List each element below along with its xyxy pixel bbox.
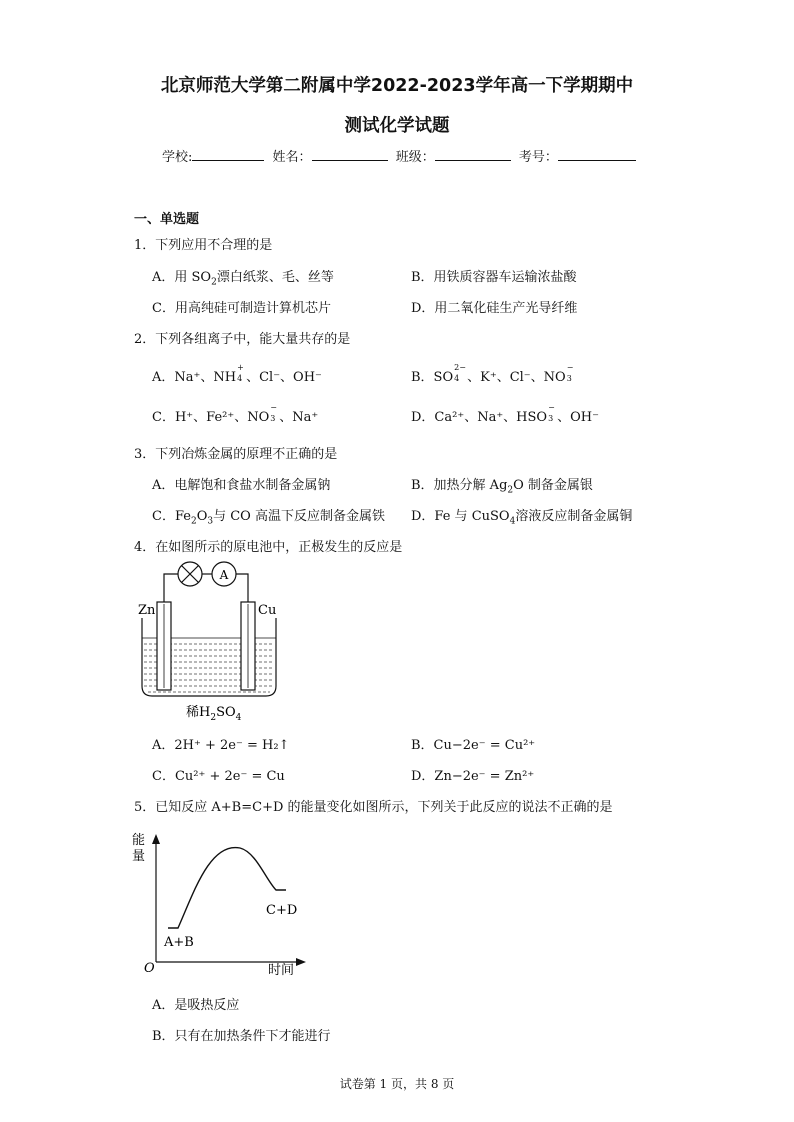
q5-option-a: A．是吸热反应 — [152, 998, 240, 1013]
q4-stem: 4．在如图所示的原电池中，正极发生的反应是 — [134, 540, 403, 555]
class-label: 班级： — [395, 150, 435, 165]
q2-option-c: C．H⁺、Fe²⁺、NO − 3 、Na⁺ — [152, 403, 319, 425]
q2-stem: 2．下列各组离子中，能大量共存的是 — [134, 332, 351, 347]
q5-option-b: B．只有在加热条件下才能进行 — [152, 1029, 331, 1044]
q3-stem: 3．下列冶炼金属的原理不正确的是 — [134, 447, 338, 462]
q4-option-d: D．Zn−2e⁻ = Zn²⁺ — [411, 769, 535, 784]
q1-option-d: D．用二氧化硅生产光导纤维 — [411, 301, 578, 316]
acid-label: 稀$H_2SO_4$ — [186, 705, 242, 723]
name-blank[interactable] — [312, 148, 388, 161]
q3-option-a: A．电解饱和食盐水制备金属钠 — [152, 478, 331, 493]
page-footer: 试卷第 1 页，共 8 页 — [339, 1077, 455, 1091]
q4-option-a: A．2H⁺ + 2e⁻ = H₂↑ — [152, 738, 290, 753]
section-heading: 一、单选题 — [134, 212, 200, 227]
product-label: C+D — [266, 903, 298, 918]
x-axis-label: 时间 — [268, 963, 295, 978]
ammeter-label: A — [219, 568, 229, 582]
y-axis-label-2: 量 — [132, 849, 146, 864]
q5-stem: 5．已知反应 A+B=C+D 的能量变化如图所示，下列关于此反应的说法不正确的是 — [134, 800, 613, 815]
q3-option-b: B．加热分解 $Ag_2O$ 制备金属银 — [411, 478, 593, 496]
q1-option-c: C．用高纯硅可制造计算机芯片 — [152, 301, 331, 316]
zinc-label: Zn — [138, 603, 156, 618]
q2-option-d: D．Ca²⁺、Na⁺、HSO − 3 、OH⁻ — [411, 403, 599, 425]
q3-option-d: D．Fe 与 CuSO$_4$溶液反应制备金属铜 — [411, 509, 633, 527]
school-blank[interactable] — [192, 148, 264, 161]
q1-stem: 1．下列应用不合理的是 — [134, 238, 273, 253]
galvanic-cell-figure — [134, 556, 294, 726]
page-title-line2: 测试化学试题 — [344, 116, 450, 136]
exam-number-blank[interactable] — [558, 148, 636, 161]
q1-option-b: B．用铁质容器车运输浓盐酸 — [411, 270, 577, 285]
q2-option-b: B．SO 2− 4 、K⁺、Cl⁻、NO − 3 — [411, 363, 574, 385]
y-axis-arrow — [152, 834, 160, 844]
q4-option-b: B．Cu−2e⁻ = Cu²⁺ — [411, 738, 536, 753]
student-info-line — [162, 146, 636, 165]
y-axis-label-1: 能 — [132, 833, 146, 848]
bulb-icon — [178, 562, 202, 586]
x-axis-arrow — [296, 958, 306, 966]
exam-number-label: 考号： — [518, 150, 558, 165]
reactant-label: A+B — [164, 935, 194, 950]
origin-label: O — [144, 961, 155, 976]
q1-option-a: A．用 $SO_2$漂白纸浆、毛、丝等 — [152, 270, 334, 288]
ammeter-icon — [212, 562, 236, 586]
q2-option-a: A．Na⁺、NH + 4 、Cl⁻、OH⁻ — [152, 363, 322, 385]
right-wire — [236, 574, 248, 602]
q4-option-c: C．Cu²⁺ + 2e⁻ = Cu — [152, 769, 285, 784]
class-blank[interactable] — [435, 148, 511, 161]
school-label: 学校: — [162, 150, 193, 165]
copper-label: Cu — [258, 603, 277, 618]
page-title-line1: 北京师范大学第二附属中学2022-2023学年高一下学期期中 — [160, 76, 634, 96]
energy-diagram — [132, 822, 312, 982]
q3-option-c: C．$Fe_2O_3$与 CO 高温下反应制备金属铁 — [152, 509, 385, 527]
name-label: 姓名： — [272, 150, 312, 165]
left-wire — [164, 574, 178, 602]
